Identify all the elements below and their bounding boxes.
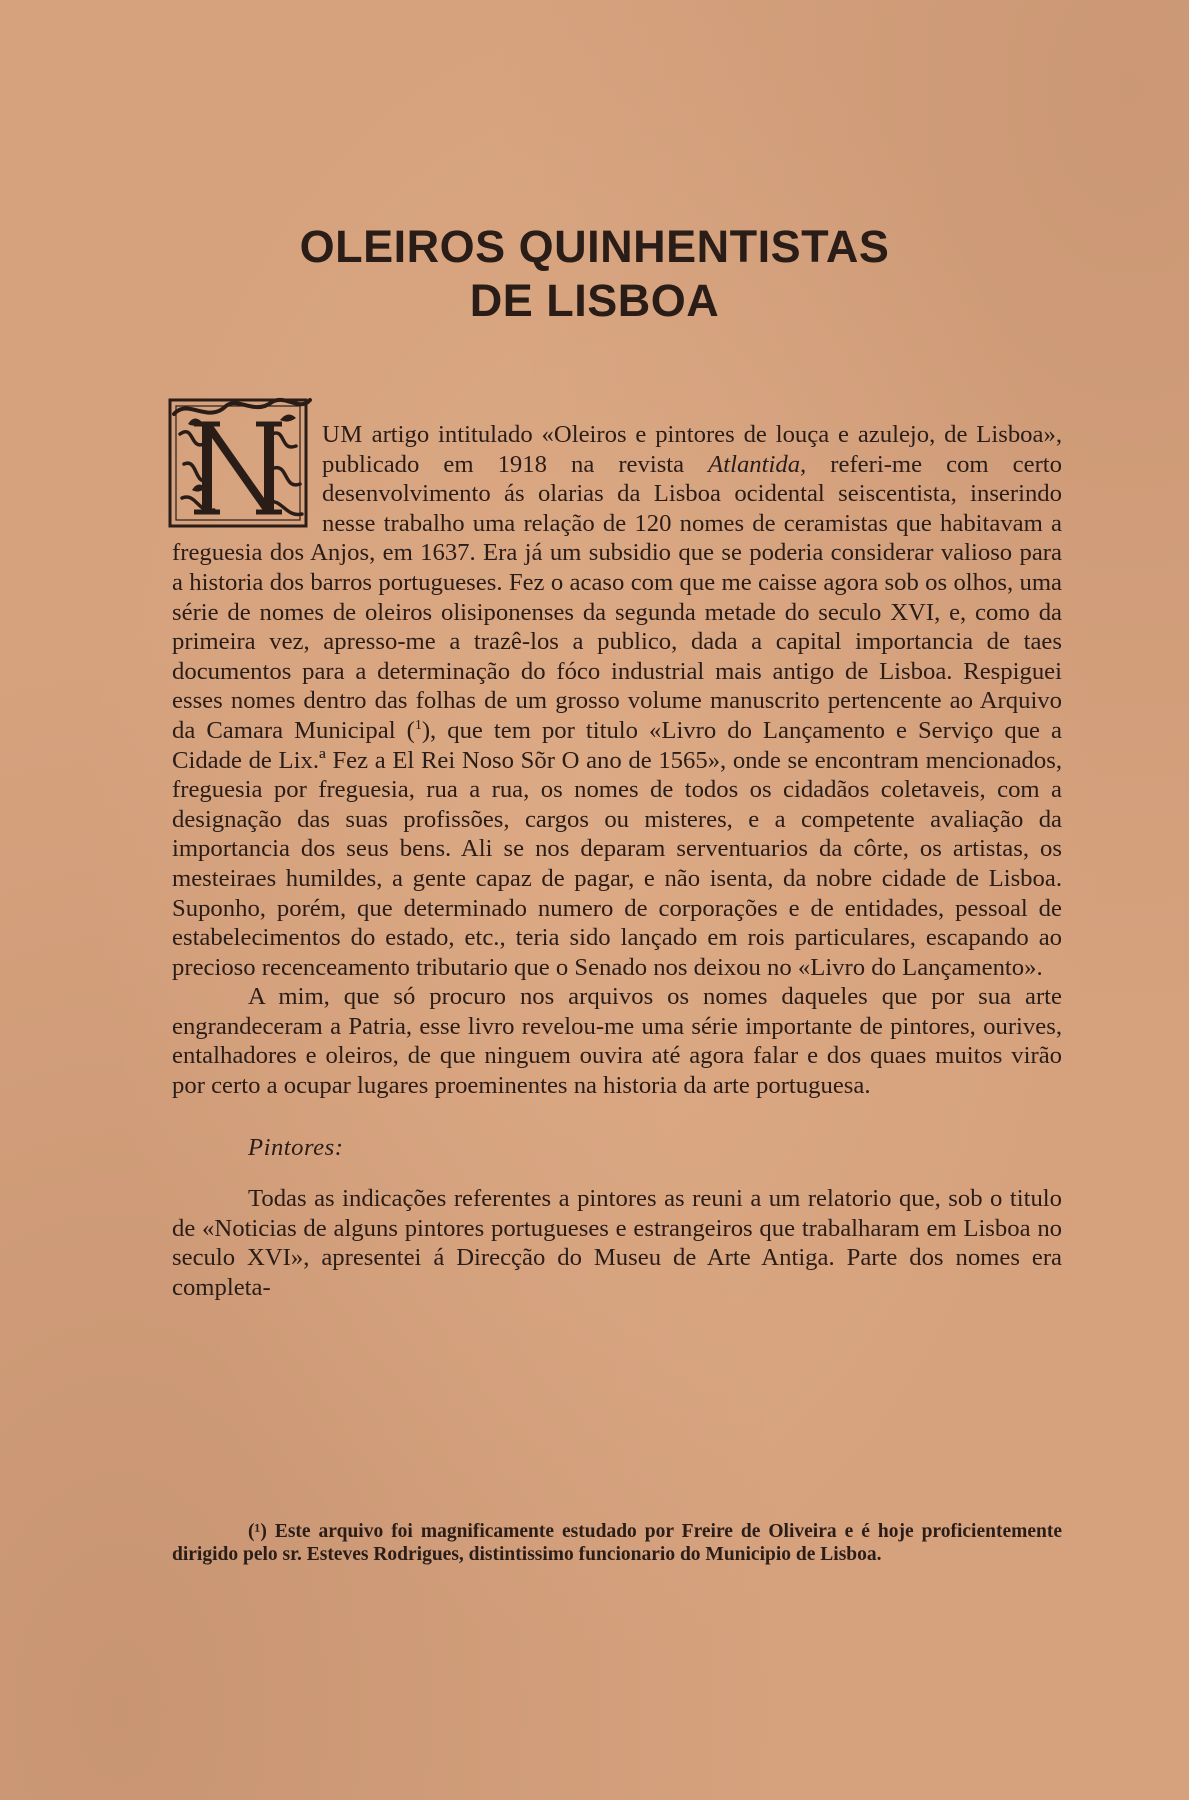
title-line-1: OLEIROS QUINHENTISTAS: [299, 221, 890, 273]
page-title: [0, 220, 1189, 328]
footnote-text-block: [172, 1520, 1062, 1566]
section-heading-pintores: Pintores:: [248, 1133, 344, 1161]
paragraph-1-text-b: referi-me com certo desenvolvimento ás olarias da Lisboa ocidental seiscentista, inserindo nesse trabalho uma relação de 120 nomes de ceramistas que habitavam a freguesia dos Anjos, em 1637. Era já um subsidio que se poderia considerar valioso para a historia dos barros portugueses. Fez o acaso com que me caisse agora sob os olhos, uma série de nomes de oleiros olisiponenses da segunda metade do seculo XVI, e, como da primeira vez, apresso-me a trazê-los a publico, dada a capital importancia de taes documentos para a determinação do fóco industrial mais antigo de Lisboa. Respiguei esses nomes dentro das folhas de um grosso volume manuscrito pertencente ao Arquivo da Camara Municipal (: [172, 450, 1062, 744]
smallcaps-opening: UM: [322, 421, 363, 448]
footnote-text: Este arquivo foi magnificamente estudado por Freire de Oliveira e é hoje proficientemente dirigido pelo sr. Esteves Rodrigues, distintissimo funcionario do Municipio de Lisboa.: [172, 1521, 1062, 1565]
ornamental-dropcap-icon: [168, 394, 314, 532]
footnote-reference[interactable]: 1: [414, 717, 422, 733]
title-line-2: DE LISBOA: [469, 275, 720, 327]
paragraph-3: Todas as indicações referentes a pintores as reuni a um relatorio que, sob o titulo de «Noticias de alguns pintores portugueses e estrangeiros que trabalharam em Lisboa no seculo XVI», apresentei á Direcção do Museu de Arte Antiga. Parte dos nomes era completa-: [172, 1185, 1062, 1302]
journal-title: Atlantida,: [708, 450, 807, 478]
paragraph-1: [172, 420, 1062, 982]
paragraph-1-text-a: artigo intitulado «Oleiros e pintores de louça e azulejo, de Lisboa», publicado em 1918 na revista: [322, 421, 1062, 478]
article-body: [172, 420, 1062, 1303]
paragraph-1-text-c: ), que tem por titulo «Livro do Lançamento e Serviço que a Cidade de Lix.ª Fez a El Rei Noso Sõr O ano de 1565», onde se encontram mencionados, freguesia por freguesia, rua a rua, os nomes de todos os cidadãos coletaveis, com a designação das suas profissões, cargos ou misteres, e a competente avaliação da importancia dos seus bens. Ali se nos deparam serventuarios da côrte, os artistas, os mesteiraes humildes, a gente capaz de pagar, e não isenta, da nobre cidade de Lisboa. Suponho, porém, que determinado numero de corporações e de entidades, pessoal de estabelecimentos do estado, etc., teria sido lançado em rois particulares, escapando ao precioso recenceamento tributario que o Senado nos deixou no «Livro do Lançamento».: [172, 716, 1062, 981]
footnote: [172, 1520, 1062, 1566]
paragraph-2: A mim, que só procuro nos arquivos os nomes daqueles que por sua arte engrandeceram a Patria, esse livro revelou-me uma série importante de pintores, ourives, entalhadores e oleiros, de que ninguem ouvira até agora falar e dos quaes muitos virão por certo a ocupar lugares proeminentes na historia da arte portuguesa.: [172, 983, 1062, 1100]
footnote-marker: (¹): [248, 1521, 267, 1542]
